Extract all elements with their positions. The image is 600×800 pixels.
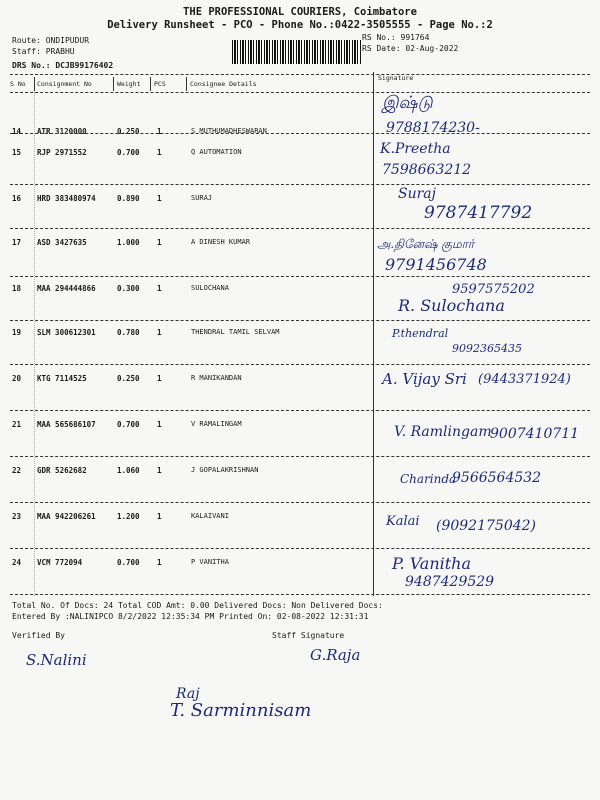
staff-signature: G.Raja bbox=[310, 646, 361, 664]
table-row: 14 ATR 3120000 0.250 1 S MUTHUMADHESWARAN இஷ்டு 9788174230- bbox=[0, 123, 600, 168]
table-row: 21 MAA 565686107 0.700 1 V RAMALINGAM V. Ramlingam 9007410711 bbox=[0, 416, 600, 461]
table-row: 22 GDR 5262682 1.060 1 J GOPALAKRISHNAN Charinda 9566564532 bbox=[0, 462, 600, 507]
entered-by-line: Entered By :NALINIPCO 8/2/2022 12:35:34 PM Printed On: 02-08-2022 12:31:31 bbox=[12, 612, 369, 621]
barcode bbox=[232, 40, 362, 64]
table-row: 19 SLM 300612301 0.780 1 THENDRAL TAMIL SELVAM P.thendral 9092365435 bbox=[0, 324, 600, 369]
table-row: 20 KTG 7114525 0.250 1 R MANIKANDAN A. Vijay Sri (9443371924) bbox=[0, 370, 600, 415]
bottom-signature-1: Raj bbox=[176, 686, 200, 702]
runsheet-title: Delivery Runsheet - PCO - Phone No.:0422-3505555 - Page No.:2 bbox=[107, 19, 493, 31]
table-row: 23 MAA 942206261 1.200 1 KALAIVANI Kalai (9092175042) bbox=[0, 508, 600, 553]
table-row: 24 VCM 772094 0.700 1 P VANITHA P. Vanitha 9487429529 bbox=[0, 554, 600, 599]
col-consignee: Consignee Details bbox=[190, 80, 257, 88]
staff-label: Staff: PRABHU bbox=[12, 47, 75, 56]
totals-line: Total No. Of Docs: 24 Total COD Amt: 0.00 Delivered Docs: Non Delivered Docs: bbox=[12, 601, 383, 610]
rs-no: RS No.: 991764 bbox=[362, 33, 430, 42]
bottom-signature-2: T. Sarminnisam bbox=[170, 700, 312, 721]
drs-label: DRS No.: DCJB99176402 bbox=[12, 61, 114, 70]
company-title: THE PROFESSIONAL COURIERS, Coimbatore bbox=[183, 6, 417, 18]
table-row: 15 RJP 2971552 0.700 1 Q AUTOMATION K.Preetha 7598663212 bbox=[0, 144, 600, 189]
staff-signature-label: Staff Signature bbox=[272, 631, 345, 640]
verified-signature: S.Nalini bbox=[26, 651, 87, 669]
col-sno: S No bbox=[10, 80, 26, 88]
table-row: 18 MAA 294444866 0.300 1 SULOCHANA 9597575202 R. Sulochana bbox=[0, 280, 600, 325]
col-weight: Weight bbox=[117, 80, 141, 88]
col-consignment: Consignment No bbox=[37, 80, 92, 88]
route-label: Route: ONDIPUDUR bbox=[12, 36, 90, 45]
table-row: 17 ASD 3427635 1.000 1 A DINESH KUMAR அ.தினேஷ் குமார் 9791456748 bbox=[0, 234, 600, 279]
rs-date: RS Date: 02-Aug-2022 bbox=[362, 44, 459, 53]
table-row: 16 HRD 383480974 0.890 1 SURAJ Suraj 9787417792 bbox=[0, 190, 600, 235]
col-pcs: PCS bbox=[154, 80, 166, 88]
verified-by-label: Verified By bbox=[12, 631, 65, 640]
col-signature: Signature bbox=[378, 74, 414, 82]
